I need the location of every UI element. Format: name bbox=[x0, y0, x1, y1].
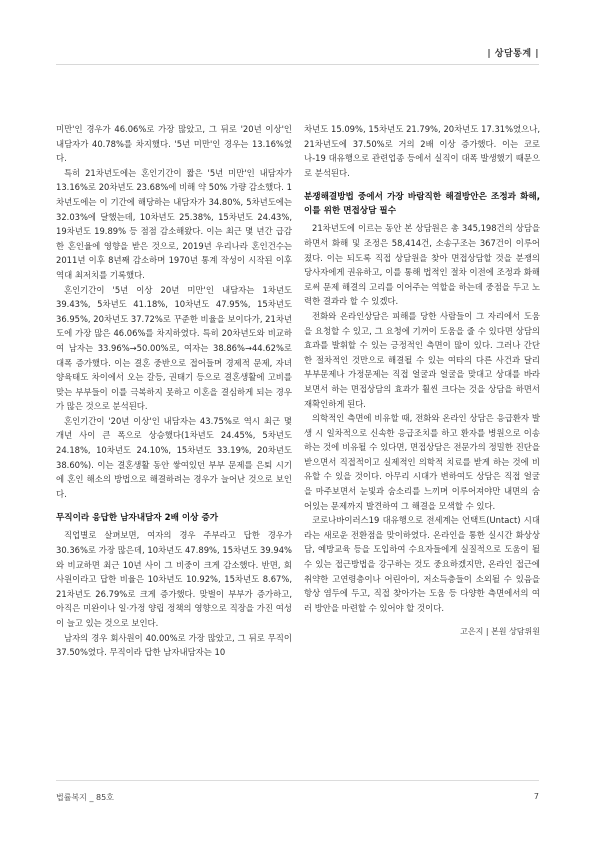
left-paragraph-5: 직업별로 살펴보면, 여자의 경우 주부라고 답한 경우가 30.36%로 가장 많은데, 10차년도 47.89%, 15차년도 39.94%와 비교하면 최근 10년 사이 그 비중이 크게 감소했다. 반면, 회사원이라고 답한 비율은 10차년도 10.92%, 15차년도 8.67%, 21차년도 26.79%로 크게 증가했다. 맞벌이 부부가 증가하고, 아직은 미완이나 일·가정 양립 정책의 영향으로 직장을 가진 여성이 늘고 있는 것으로 보인다. bbox=[56, 530, 292, 628]
left-paragraph-6: 남자의 경우 회사원이 40.00%로 가장 많았고, 그 뒤로 무직이 37.50%였다. 무직이라 답한 남자내담자는 10 bbox=[56, 632, 292, 658]
publication-label: 법률복지 _ 85호 bbox=[56, 793, 114, 802]
left-subheading: 무직이라 응답한 남자내담자 2배 이상 증가 bbox=[56, 513, 219, 524]
footer-divider bbox=[56, 780, 539, 781]
right-paragraph-2: 21차년도에 이르는 동안 본 상담원은 총 345,198건의 상담을 하면서 화해 및 조정은 58,414건, 소송구조는 367건이 이루어졌다. 이는 되도록 직접 상담원을 찾아 면접상담할 것을 분쟁의 당사자에게 권유하고, 이를 통해 법적인 절차 이전에 조정과 화해로써 문제 해결의 고리를 이어주는 역할을 하는데 중점을 두고 노력한 결과라 할 수 있겠다. bbox=[304, 223, 540, 307]
page-number: 7 bbox=[533, 792, 539, 801]
left-paragraph-4: 혼인기간이 '20년 이상'인 내담자는 43.75%로 역시 최근 몇 개년 사이 큰 폭으로 상승했다(1차년도 24.45%, 5차년도 24.18%, 10차년도 24.10%, 15차년도 33.19%, 20차년도 38.60%). 이는 결혼생활 동안 쌓여있던 부부 문제를 은퇴 시기에 혼인 해소의 방법으로 해결하려는 경우가 늘어난 것으로 보인다. bbox=[56, 415, 292, 499]
right-paragraph-1: 차년도 15.09%, 15차년도 21.79%, 20차년도 17.31%였으나, 21차년도에 37.50%로 거의 2배 이상 증가했다. 이는 코로나-19 대유행으로 관련업종 등에서 실직이 대폭 발생했기 때문으로 분석된다. bbox=[304, 124, 540, 178]
left-column bbox=[56, 122, 292, 660]
right-paragraph-5: 코로나바이러스19 대유행으로 전세계는 언택트(Untact) 시대라는 새로운 전환점을 맞이하였다. 온라인을 통한 실시간 화상상담, 예방교육 등을 도입하여 수요자들에게 실질적으로 도움이 될 수 있는 접근방법을 강구하는 것도 중요하겠지만, 온라인 접근에 취약한 고연령층이나 어린아이, 저소득층들이 소외될 수 있음을 항상 염두에 두고, 직접 찾아가는 도움 등 다양한 측면에서의 여러 방안을 마련할 수 있어야 할 것이다. bbox=[304, 515, 540, 613]
right-column bbox=[304, 122, 540, 640]
author-credit: 고은지 | 본원 상담위원 bbox=[460, 627, 540, 637]
left-paragraph-3: 혼인기간이 '5년 이상 20년 미만'인 내담자는 1차년도 39.43%, 5차년도 41.18%, 10차년도 47.95%, 15차년도 36.95%, 20차년도 37.72%로 꾸준한 비율을 보이다가, 21차년도에 가장 많은 46.06%를 차지하였다. 특히 20차년도와 비교하여 남자는 33.96%→50.00%로, 여자는 38.86%→44.62%로 대폭 증가했다. 이는 결혼 중반으로 접어들며 경제적 문제, 자녀 양육태도 차이에서 오는 갈등, 권태기 등으로 결혼생활에 고비를 맞는 부부들이 이를 극복하지 못하고 이혼을 결심하게 되는 경우가 많은 것으로 분석된다. bbox=[56, 284, 292, 412]
right-paragraph-3: 전화와 온라인상담은 피해를 당한 사람들이 그 자리에서 도움을 요청할 수 있고, 그 요청에 기꺼이 도움을 줄 수 있다면 상담의 효과를 발휘할 수 있는 긍정적인 측면이 많이 있다. 그러나 간단한 절차적인 것만으로 해결될 수 있는 여타의 다른 사건과 달리 부부문제나 가정문제는 직접 얼굴과 얼굴을 맞대고 상대를 바라보면서 하는 면접상담의 효과가 훨씬 크다는 것을 상담을 하면서 재확인하게 된다. bbox=[304, 310, 540, 409]
left-paragraph-2: 특히 21차년도에는 혼인기간이 짧은 '5년 미만'인 내담자가 13.16%로 20차년도 23.68%에 비해 약 50% 가량 감소했다. 1차년도에는 이 기간에 해당하는 내담자가 34.80%, 5차년도에는 32.03%에 달했는데, 10차년도 25.38%, 15차년도 24.43%, 19차년도 19.89% 등 점점 감소해왔다. 이는 최근 몇 년간 급감한 혼인율에 영향을 받은 것으로, 2019년 우리나라 혼인건수는 2011년 이후 8년째 감소하며 1970년 통계 작성이 시작된 이후 역대 최저치를 기록했다. bbox=[56, 167, 292, 280]
right-subheading: 분쟁해결방법 중에서 가장 바람직한 해결방안은 조정과 화해, 이를 위한 면접상담 필수 bbox=[304, 192, 540, 217]
header-divider bbox=[56, 64, 539, 65]
section-label: | 상담통계 | bbox=[487, 49, 539, 59]
right-paragraph-4: 의학적인 측면에 비유할 때, 전화와 온라인 상담은 응급환자 발생 시 일차적으로 신속한 응급조치를 하고 환자를 병원으로 이송하는 것에 비유될 수 있다면, 면접상담은 전문가의 정밀한 진단을 받으면서 직접적이고 실제적인 의학적 치료를 받게 하는 것에 비유할 수 있을 것이다. 아무리 시대가 변하여도 상담은 직접 얼굴을 마주보면서 눈빛과 숨소리를 느끼며 이루어져야만 내면의 숨어있는 문제까지 발견하여 그 해결을 모색할 수 있다. bbox=[304, 413, 540, 511]
left-paragraph-1: 미만'인 경우가 46.06%로 가장 많았고, 그 뒤로 '20년 이상'인 내담자가 40.78%를 차지했다. '5년 미만'인 경우는 13.16%였다. bbox=[56, 124, 292, 164]
